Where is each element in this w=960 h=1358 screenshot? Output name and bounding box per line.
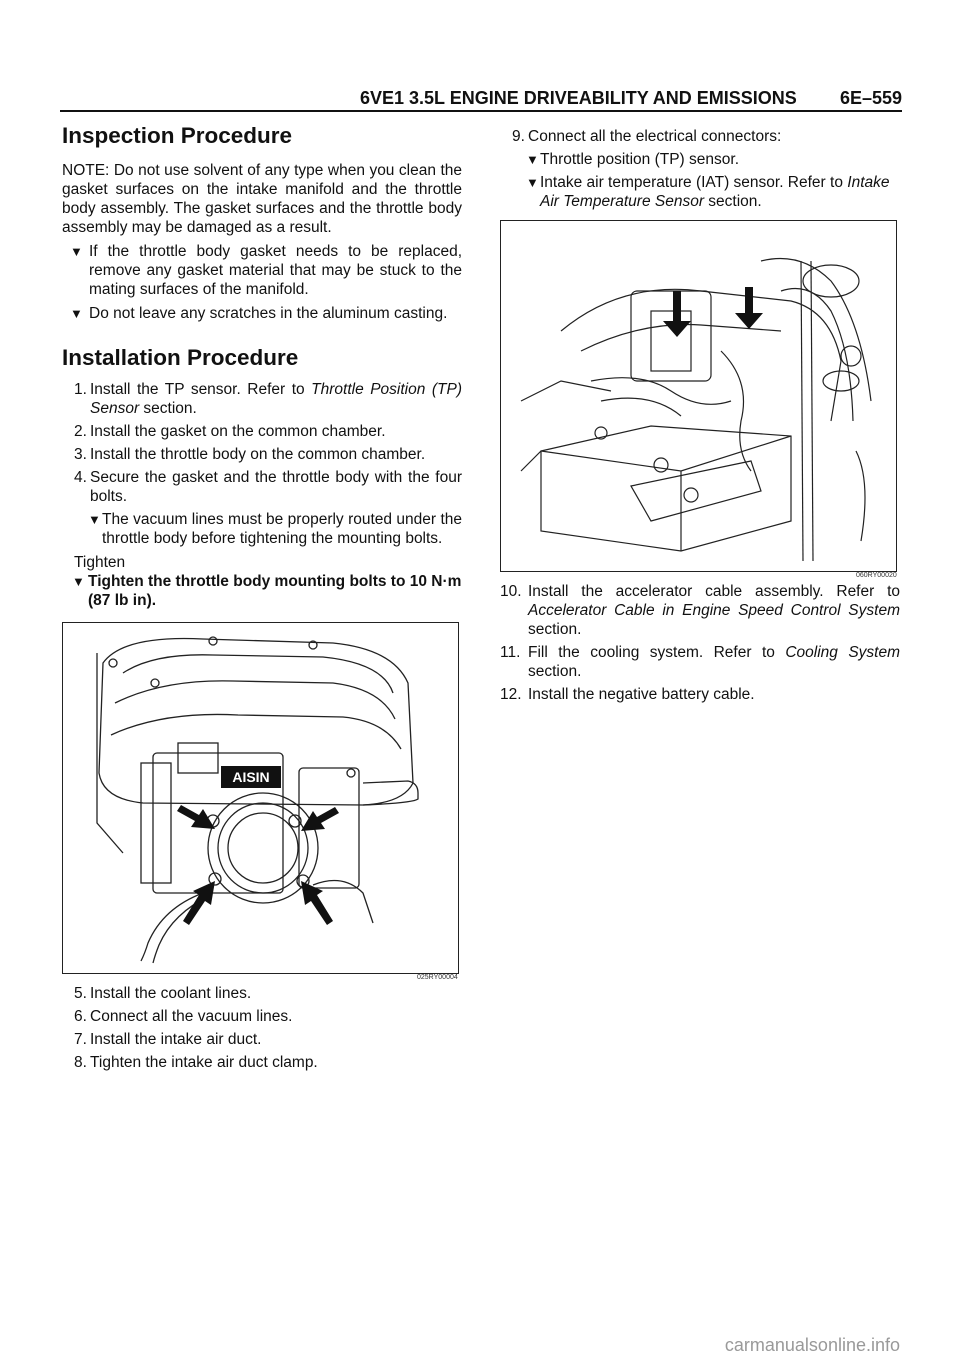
triangle-bullet-icon: ▼ (72, 574, 85, 589)
tighten-label: Tighten (74, 554, 126, 571)
accelerator-cable-reference: Accelerator Cable in Engine Speed Control System (528, 602, 900, 619)
step-9-bullet-iat: ▼ Intake air temperature (IAT) sensor. Refer to Intake Air Temperature Sensor section. (526, 174, 890, 210)
inspection-bullet: ▼ Do not leave any scratches in the aluminum casting. (70, 305, 448, 322)
cooling-system-reference: Cooling System (785, 644, 901, 661)
header-page-number: 6E–559 (839, 88, 902, 108)
step-2: 2. Install the gasket on the common chamber. (74, 423, 386, 440)
step-5: 5. Install the coolant lines. (74, 985, 252, 1002)
inspection-heading: Inspection Procedure (62, 123, 293, 148)
step-12: 12. Install the negative battery cable. (500, 686, 755, 703)
triangle-bullet-icon: ▼ (70, 306, 83, 321)
figure-1-code: 025RY00004 (417, 974, 458, 981)
step-7: 7. Install the intake air duct. (74, 1031, 262, 1048)
step-1-reference: Throttle Position (TP) Sensor (90, 381, 462, 417)
right-column (500, 127, 900, 211)
right-column-steps (500, 582, 900, 704)
left-column-steps (62, 984, 462, 1072)
step-4-bullet: ▼ The vacuum lines must be properly routed under the throttle body before tightening the mounting bolts. (88, 511, 462, 547)
engine-bay-figure (500, 220, 897, 572)
tighten-spec: ▼ Tighten the throttle body mounting bolts to 10 N·m (87 lb in). (72, 573, 462, 609)
triangle-bullet-icon: ▼ (70, 244, 83, 259)
iat-reference: Intake Air Temperature Sensor (540, 174, 890, 210)
step-9: 9. Connect all the electrical connectors: (512, 128, 782, 145)
header-title: 6VE1 3.5L ENGINE DRIVEABILITY AND EMISSIONS (360, 88, 797, 108)
watermark: carmanualsonline.info (724, 1335, 900, 1355)
left-column (62, 122, 462, 610)
inspection-note: NOTE: Do not use solvent of any type when you clean the gasket surfaces on the intake manifold and the throttle body assembly. The gasket surfaces and the throttle body assembly may be damaged as a result. (62, 162, 462, 236)
inspection-bullet: ▼ If the throttle body gasket needs to be replaced, remove any gasket material that may be stuck to the mating surfaces of the manifold. (70, 243, 462, 298)
installation-heading: Installation Procedure (62, 345, 299, 370)
triangle-bullet-icon: ▼ (88, 512, 101, 527)
step-4: 4. Secure the gasket and the throttle body with the four bolts. (74, 469, 462, 505)
step-9-bullet-tp: ▼ Throttle position (TP) sensor. (526, 151, 739, 168)
triangle-bullet-icon: ▼ (526, 175, 539, 190)
header-rule (60, 110, 902, 112)
engine-bay-illustration (501, 221, 896, 571)
step-3: 3. Install the throttle body on the common chamber. (74, 446, 426, 463)
triangle-bullet-icon: ▼ (526, 152, 539, 167)
throttle-body-illustration (63, 623, 458, 973)
step-8: 8. Tighten the intake air duct clamp. (74, 1054, 318, 1071)
figure-2-code: 060RY00020 (856, 572, 897, 579)
aisin-label: AISIN (232, 769, 270, 785)
step-10: 10. Install the accelerator cable assembly. Refer to Accelerator Cable in Engine Speed Control System section. (500, 583, 900, 638)
step-11: 11. Fill the cooling system. Refer to Cooling System section. (500, 644, 901, 680)
step-6: 6. Connect all the vacuum lines. (74, 1008, 293, 1025)
step-1: 1. Install the TP sensor. Refer to Throttle Position (TP) Sensor section. (74, 381, 462, 417)
throttle-body-figure (62, 622, 459, 974)
